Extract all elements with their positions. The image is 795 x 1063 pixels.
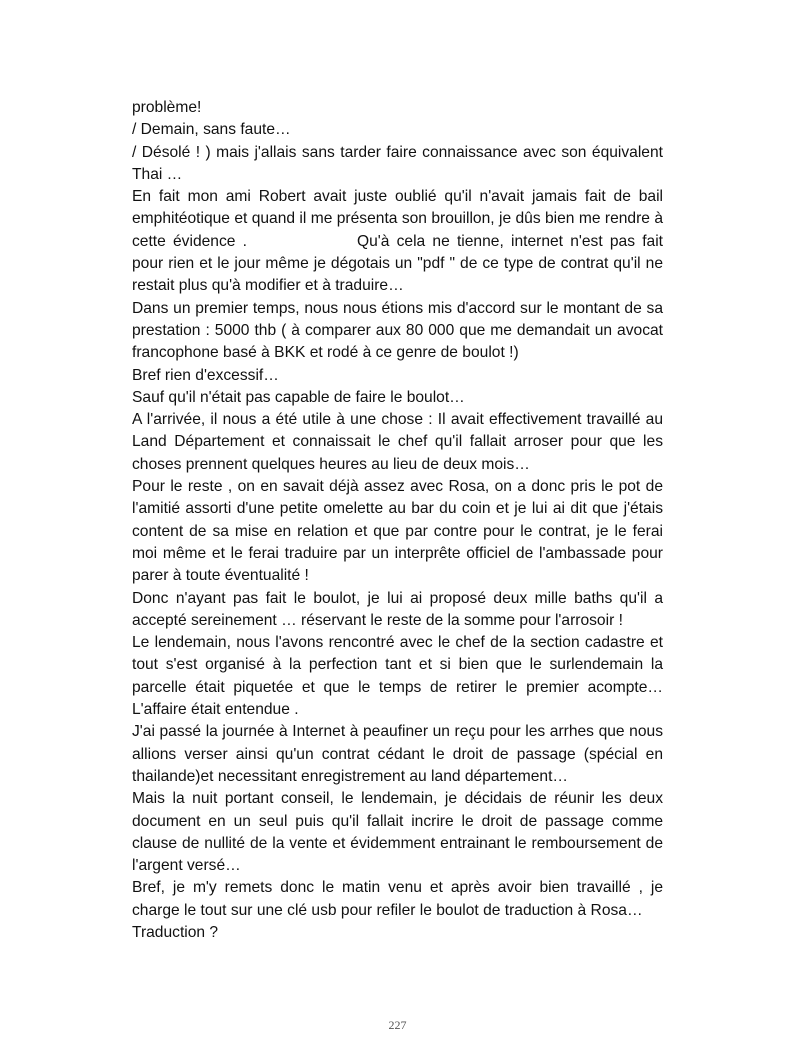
paragraph: J'ai passé la journée à Internet à peaufiner un reçu pour les arrhes que nous allions verser ainsi qu'un contrat cédant le droit de passage (spécial en thailande)et necessitant enregistrement au land département… xyxy=(132,723,663,785)
paragraph: / Désolé ! ) mais j'allais sans tarder faire connaissance avec son équivalent Thai … xyxy=(132,143,663,183)
paragraph: Bref, je m'y remets donc le matin venu et après avoir bien travaillé , je charge le tout sur une clé usb pour refiler le boulot de traduction à Rosa… xyxy=(132,879,663,919)
body-text xyxy=(132,97,663,944)
paragraph: Donc n'ayant pas fait le boulot, je lui ai proposé deux mille baths qu'il a accepté sereinement … réservant le reste de la somme pour l'arrosoir ! xyxy=(132,589,663,629)
paragraph: A l'arrivée, il nous a été utile à une chose : Il avait effectivement travaillé au Land Département et connaissait le chef qu'il fallait arroser pour que les choses prennent quelques heures au lieu de deux mois… xyxy=(132,411,663,473)
page-number: 227 xyxy=(388,1018,407,1032)
paragraph-part: Qu'à cela ne tienne, internet n'est pas fait pour rien et le jour même je dégotais un "pdf " de ce type de contrat qu'il ne restait plus qu'à modifier et à traduire… xyxy=(132,232,663,295)
paragraph-part: En fait mon ami Robert avait juste oublié qu'il n'avait jamais fait de bail emphitéotique et quand il me présenta son brouillon, je dûs bien me rendre à cette évidence . xyxy=(132,188,663,250)
paragraph: Le lendemain, nous l'avons rencontré avec le chef de la section cadastre et tout s'est organisé à la perfection tant et si bien que le surlendemain la parcelle était piquetée et que le temps de retirer le premier acompte…L'affaire était entendue . xyxy=(132,634,663,719)
paragraph: Bref rien d'excessif… xyxy=(132,366,279,384)
paragraph: Pour le reste , on en savait déjà assez avec Rosa, on a donc pris le pot de l'amitié assorti d'une petite omelette au bar du coin et je lui ai dit que j'étais content de sa mise en relation et que par contre pour le contrat, je le ferai moi même et le ferai traduire par un interprête officiel de l'ambassade pour parer à toute éventualité ! xyxy=(132,478,663,585)
paragraph: Sauf qu'il n'était pas capable de faire le boulot… xyxy=(132,388,465,406)
paragraph: problème! xyxy=(132,99,202,116)
paragraph: / Demain, sans faute… xyxy=(132,121,291,139)
paragraph: Dans un premier temps, nous nous étions mis d'accord sur le montant de sa prestation : 5000 thb ( à comparer aux 80 000 que me demandait un avocat francophone basé à BKK et rodé à ce genre de boulot !) xyxy=(132,299,663,362)
paragraph: Mais la nuit portant conseil, le lendemain, je décidais de réunir les deux document en un seul puis qu'il fallait incrire le droit de passage comme clause de nullité de la vente et évidemment entrainant le remboursement de l'argent versé… xyxy=(132,790,663,875)
paragraph: Traduction ? xyxy=(132,923,219,941)
paragraph xyxy=(132,186,663,297)
